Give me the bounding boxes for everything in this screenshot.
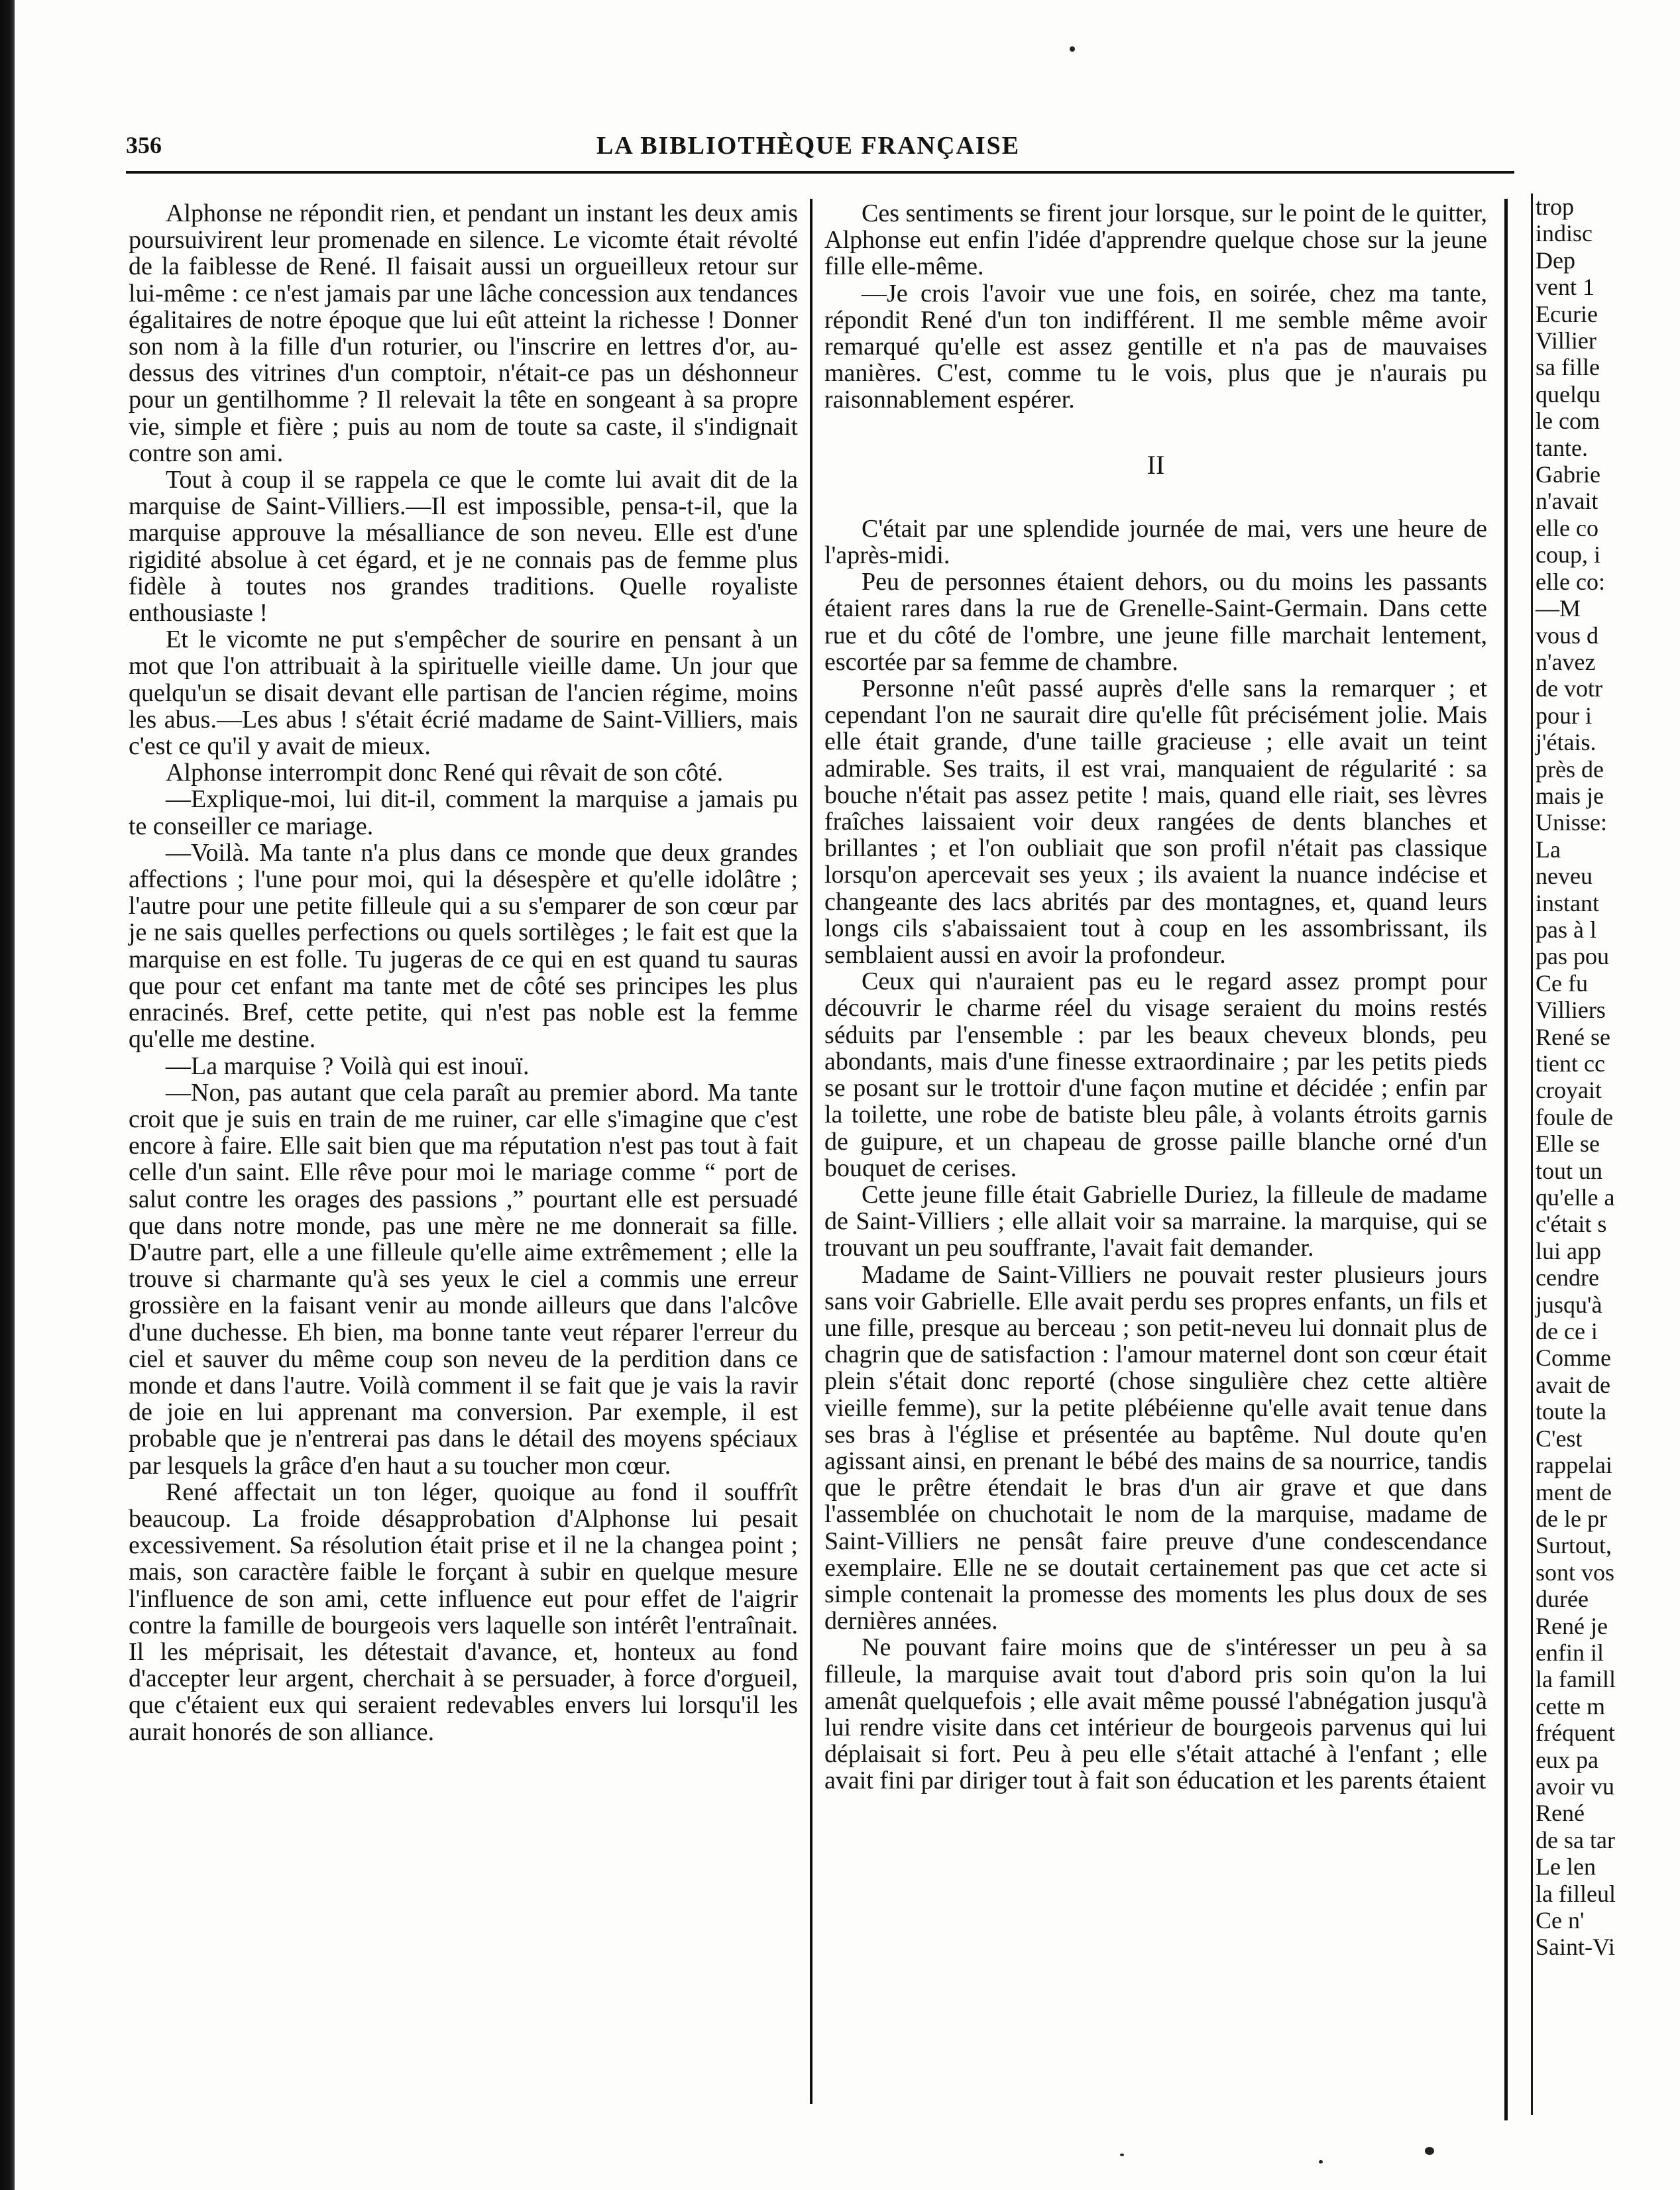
fragment-line: de ce i — [1536, 1318, 1598, 1345]
fragment-line: n'avez — [1536, 648, 1596, 675]
paragraph: Alphonse interrompit donc René qui rêvait de son côté. — [166, 759, 724, 787]
paragraph: C'était par une splendide journée de mai, vers une heure de l'après-midi. — [824, 514, 1487, 570]
fragment-line: tante. — [1536, 434, 1588, 461]
page-gutter-rule — [1504, 199, 1508, 2120]
fragment-line: —M — [1536, 595, 1581, 622]
fragment-line: quelqu — [1536, 380, 1600, 408]
fragment-line: elle co: — [1536, 568, 1605, 595]
fragment-line: Ecurie — [1536, 300, 1598, 327]
fragment-line: instant — [1536, 889, 1599, 916]
fragment-line: cendre — [1536, 1264, 1599, 1291]
section-heading: II — [1147, 449, 1165, 480]
fragment-line: Elle se — [1536, 1130, 1600, 1158]
ink-speck — [1070, 46, 1075, 52]
fragment-line: près de — [1536, 755, 1604, 783]
fragment-line: Dep — [1536, 246, 1575, 274]
fragment-line: de votr — [1536, 675, 1602, 702]
fragment-line: René se — [1536, 1023, 1610, 1050]
fragment-line: Villiers — [1536, 997, 1606, 1024]
fragment-line: neveu — [1536, 863, 1593, 890]
fragment-line: jusqu'à — [1536, 1291, 1602, 1318]
fragment-line: c'était s — [1536, 1211, 1607, 1238]
fragment-line: la filleul — [1536, 1880, 1616, 1907]
fragment-line: de le pr — [1536, 1505, 1607, 1532]
fragment-line: Unisse: — [1536, 809, 1607, 836]
paragraph: Ces sentiments se firent jour lorsque, sur le point de le quitter, Alphonse eut enfin l'idée d'apprendre quelque chose sur la jeune fille elle-même. — [824, 199, 1487, 281]
fragment-line: René je — [1536, 1612, 1608, 1639]
fragment-line: René — [1536, 1800, 1585, 1827]
right-column — [824, 200, 1487, 1794]
paragraph: Ceux qui n'auraient pas eu le regard assez prompt pour découvrir le charme réel du visage seraient du moins restés séduits par l'ensemble : par les beaux cheveux blonds, peu abondants, mais d'une finesse extraordinaire ; par les petits pieds se posant sur le trottoir d'une façon mutine et décidée ; enfin par la toilette, une robe de batiste bleu pâle, à volants étroits garnis de guipure, et un chapeau de grosse paille blanche orné d'un bouquet de cerises. — [824, 967, 1487, 1182]
fragment-line: de sa tar — [1536, 1826, 1615, 1853]
fragment-line: ment de — [1536, 1478, 1612, 1506]
column-divider — [810, 199, 812, 2104]
fragment-line: cette m — [1536, 1692, 1605, 1720]
paragraph: Tout à coup il se rappela ce que le comte lui avait dit de la marquise de Saint-Villiers.—Il est impossible, pensa-t-il, que la marquise approuve la mésalliance de son neveu. Elle est d'une rigidité absolue à cet égard, et je ne connais pas de femme plus fidèle à toutes nos grandes traditions. Quelle royaliste enthousiaste ! — [129, 466, 798, 628]
paragraph: René affectait un ton léger, quoique au fond il souffrît beaucoup. La froide désapprobation d'Alphonse lui pesait excessivement. Sa résolution était prise et il ne la changea point ; mais, son caractère faible le forçant à subir en quelque mesure l'influence de son ami, cette influence eut pour effet de l'aigrir contre la famille de bourgeois vers laquelle son intérêt l'entraînait. Il les méprisait, les détestait d'avance, et, honteux au fond d'accepter leur argent, cherchait à se persuader, à force d'orgueil, que c'étaient eux qui seraient redevables envers lui lorsqu'il les aurait honorés de son alliance. — [129, 1478, 798, 1746]
fragment-line: croyait — [1536, 1077, 1602, 1104]
fragment-line: La — [1536, 836, 1561, 863]
ink-speck — [1120, 2154, 1124, 2156]
paragraph: —Non, pas autant que cela paraît au premier abord. Ma tante croit que je suis en train de me ruiner, car elle s'imagine que c'est encore à faire. Elle sait bien que ma réputation n'est pas tout à fait celle d'un saint. Elle rêve pour moi le mariage comme “ port de salut contre les orages des passions ,” pourtant elle est persuadé que dans notre monde, pas une mère ne me donnerait sa fille. D'autre part, elle a une filleule qu'elle aime extrêmement ; elle la trouve si charmante qu'à ses yeux le ciel a commis une erreur grossière en la faisant venir au monde ailleurs que dans l'alcôve d'une duchesse. Eh bien, ma bonne tante veut réparer l'erreur du ciel et sauver du même coup son neveu de la perdition dans ce monde et dans l'autre. Voilà comment il se fait que je vais la ravir de joie en lui apprenant ma conversion. Par exemple, il est probable que je n'entrerai pas dans le détail des moyens spéciaux par lesquels la grâce d'en haut a su toucher mon cœur. — [129, 1078, 798, 1480]
paragraph: Ne pouvant faire moins que de s'intéresser un peu à sa filleule, la marquise avait tout d'abord pris soin qu'on la lui amenât quelquefois ; elle avait même poussé l'abnégation jusqu'à lui rendre visite dans cet intérieur de bourgeois parvenus qui lui déplaisait si fort. Peu à peu elle s'était attaché à l'enfant ; elle avait fini par diriger tout à fait son éducation et les parents étaient — [824, 1633, 1487, 1795]
ink-speck — [1319, 2160, 1323, 2163]
fragment-line: Gabrie — [1536, 461, 1600, 488]
fragment-line: durée — [1536, 1586, 1589, 1613]
fragment-line: enfin il — [1536, 1639, 1604, 1666]
fragment-line: Ce fu — [1536, 969, 1588, 997]
left-column — [129, 200, 798, 1745]
fragment-line: avoir vu — [1536, 1773, 1614, 1800]
fragment-line: j'étais. — [1536, 729, 1596, 756]
paragraph: —Je crois l'avoir vue une fois, en soirée, chez ma tante, répondit René d'un ton indifférent. Il me semble même avoir remarqué qu'elle est assez gentille et n'a pas de mauvaises manières. C'est, comme tu le vois, plus que je n'aurais pu raisonnablement espérer. — [824, 279, 1487, 414]
fragment-line: pour i — [1536, 702, 1592, 729]
fragment-line: sont vos — [1536, 1559, 1615, 1586]
fragment-line: coup, i — [1536, 541, 1600, 569]
paragraph: —La marquise ? Voilà qui est inouï. — [166, 1052, 530, 1080]
paragraph: —Voilà. Ma tante n'a plus dans ce monde que deux grandes affections ; l'une pour moi, qui la désespère et qu'elle idolâtre ; l'autre pour une petite filleule qui a su s'emparer de son cœur par je ne sais quelles perfections ou quels sortilèges ; le fait est que la marquise en est folle. Tu jugeras de ce qui en est quand tu sauras que pour cet enfant ma tante met de côté ses principes les plus enracinés. Bref, cette petite, qui n'est pas noble est la femme qu'elle me destine. — [129, 838, 798, 1054]
fragment-line: le com — [1536, 408, 1600, 435]
right-column-intro — [824, 200, 1487, 413]
fragment-line: eux pa — [1536, 1746, 1598, 1773]
fragment-line: trop — [1536, 193, 1574, 220]
fragment-line: n'avait — [1536, 488, 1598, 515]
scan-dark-edge — [0, 0, 15, 2190]
fragment-line: elle co — [1536, 514, 1598, 541]
ink-speck — [1425, 2147, 1434, 2155]
fragment-line: Le len — [1536, 1853, 1596, 1881]
fragment-line: vous d — [1536, 622, 1599, 649]
fragment-line: la famill — [1536, 1666, 1616, 1693]
paragraph: Cette jeune fille était Gabrielle Duriez, la filleule de madame de Saint-Villiers ; elle allait voir sa marraine. la marquise, qui se trouvant un peu souffrante, l'avait fait demander. — [824, 1180, 1487, 1262]
paragraph: —Explique-moi, lui dit-il, comment la marquise a jamais pu te conseiller ce mariage. — [129, 785, 798, 840]
fragment-line: Villier — [1536, 327, 1596, 355]
page-number: 356 — [126, 132, 162, 158]
paragraph: Alphonse ne répondit rien, et pendant un instant les deux amis poursuivirent leur promenade en silence. Le vicomte était révolté de la faiblesse de René. Il faisait aussi un orgueilleux retour sur lui-même : ce n'est jamais par une lâche concession aux tendances égalitaires de notre époque que lui eût atteint la richesse ! Donner son nom à la fille d'un roturier, ou l'inscrire en lettres d'or, au-dessus des vitrines d'un comptoir, n'était-ce pas un déshonneur pour un gentilhomme ? Il relevait la tête en songeant à sa propre vie, simple et fière ; puis au nom de toute sa caste, il s'indignait contre son ami. — [129, 199, 798, 467]
fragment-line: vent 1 — [1536, 274, 1595, 301]
fragment-line: rappelai — [1536, 1452, 1612, 1479]
right-column-body — [824, 516, 1487, 1794]
header-rule — [126, 171, 1514, 174]
fragment-line: Surtout, — [1536, 1532, 1612, 1559]
fragment-line: tout un — [1536, 1157, 1603, 1184]
paragraph: Et le vicomte ne put s'empêcher de sourire en pensant à un mot que l'on attribuait à la spirituelle vieille dame. Un jour que quelqu'un se disait devant elle partisan de l'ancien régime, moins les abus.—Les abus ! s'était écrié madame de Saint-Villiers, mais c'est ce qu'il y avait de mieux. — [129, 626, 798, 761]
fragment-line: tient cc — [1536, 1050, 1605, 1077]
page-header — [126, 131, 1518, 171]
fragment-line: Comme — [1536, 1344, 1611, 1372]
fragment-line: fréquent — [1536, 1720, 1615, 1747]
fragment-line: avait de — [1536, 1371, 1610, 1398]
fragment-line: indisc — [1536, 220, 1593, 247]
fragment-line: Saint-Vi — [1536, 1934, 1615, 1961]
fragment-line: toute la — [1536, 1398, 1606, 1425]
paragraph: Peu de personnes étaient dehors, ou du moins les passants étaient rares dans la rue de Grenelle-Saint-Germain. Dans cette rue et du côté de l'ombre, une jeune fille marchait lentement, escortée par sa femme de chambre. — [824, 568, 1487, 676]
paragraph: Madame de Saint-Villiers ne pouvait rester plusieurs jours sans voir Gabrielle. Elle avait perdu ses propres enfants, un fils et une fille, presque au berceau ; son petit-neveu lui donnait plus de chagrin que de satisfaction : l'amour maternel dont son cœur était plein s'était donc reporté (chose singulière chez cette altière vieille femme), sur la petite plébéienne qu'elle avait tenue dans ses bras à l'église et présentée au baptême. Nul doute qu'en agissant ainsi, en prenant le bébé des mains de sa nourrice, tandis que le prêtre étendait le bras d'un air grave et que dans l'assemblée on chuchotait le nom de la marquise, madame de Saint-Villiers ne pensât faire preuve d'une condescendance exemplaire. Elle ne se doutait certainement pas que cet acte si simple contenait la promesse des moments les plus doux de ses dernières années. — [824, 1260, 1487, 1635]
fragment-line: qu'elle a — [1536, 1184, 1615, 1211]
facing-page-fragment — [1531, 193, 1680, 2115]
fragment-line: pas à l — [1536, 916, 1596, 943]
fragment-line: lui app — [1536, 1237, 1601, 1264]
paragraph: Personne n'eût passé auprès d'elle sans la remarquer ; et cependant l'on ne saurait dire qu'elle fût précisément jolie. Mais elle était grande, d'une taille gracieuse ; elle avait un teint admirable. Ses traits, il est vrai, manquaient de régularité : sa bouche n'était pas assez petite ! mais, quand elle riait, ses lèvres fraîches laissaient voir deux rangées de dents blanches et brillantes ; et l'on oubliait que son profil n'était pas classique lorsqu'on apercevait ses yeux ; ils avaient la nuance indécise et changeante des lacs abrités par des montagnes, et, quand leurs longs cils s'abaissaient tout à coup en les assombrissant, ils semblaient aussi en avoir la profondeur. — [824, 675, 1487, 969]
fragment-line: sa fille — [1536, 354, 1600, 381]
fragment-line: mais je — [1536, 782, 1604, 809]
fragment-line: C'est — [1536, 1425, 1583, 1452]
fragment-line: foule de — [1536, 1103, 1613, 1130]
fragment-line: Ce n' — [1536, 1907, 1585, 1934]
fragment-line: pas pou — [1536, 943, 1609, 970]
running-head: LA BIBLIOTHÈQUE FRANÇAISE — [596, 132, 1021, 160]
